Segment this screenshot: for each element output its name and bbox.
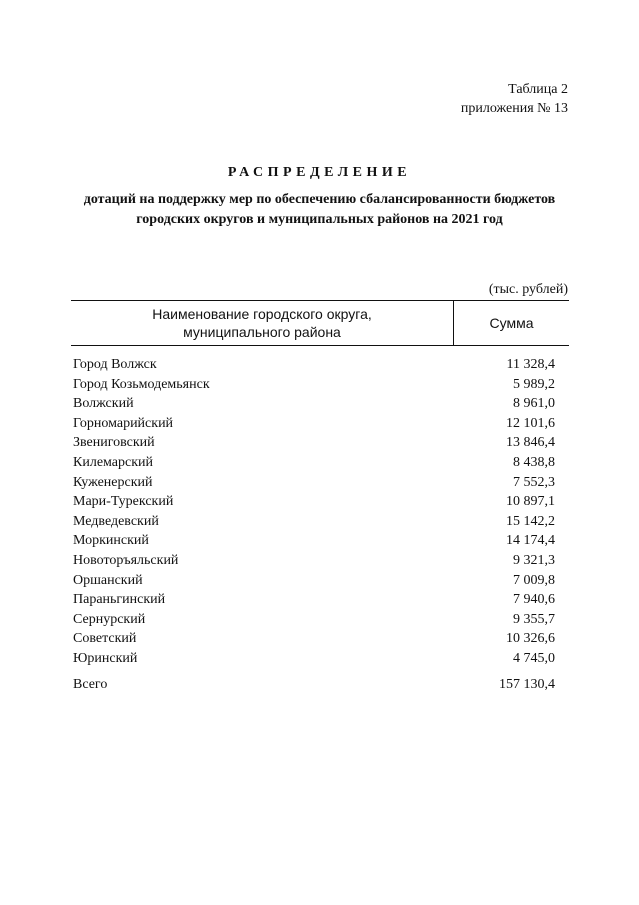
row-name: Город Козьмодемьянск: [73, 376, 210, 392]
row-value: 11 328,4: [506, 357, 555, 372]
row-name: Медведевский: [73, 513, 159, 529]
table-row: [71, 551, 569, 571]
row-value: 12 101,6: [506, 415, 555, 431]
table-row: [71, 375, 569, 395]
table-row: [71, 453, 569, 473]
row-value: 7 009,8: [513, 572, 555, 588]
table-row: [71, 649, 569, 669]
row-name: Горномарийский: [73, 415, 174, 431]
table-row: [71, 610, 569, 630]
appendix-number: приложения № 13: [460, 101, 568, 116]
total-row: [71, 675, 569, 695]
column-header-name-line-2: муниципального района: [183, 324, 341, 340]
table-header: [71, 300, 569, 346]
row-value: 5 989,2: [513, 376, 555, 392]
row-value: 10 897,1: [506, 494, 555, 510]
subtitle-line-2: городских округов и муниципальных районов на 2021 год: [136, 212, 503, 227]
table-row: [71, 433, 569, 453]
table-row: [71, 414, 569, 434]
total-label: Всего: [73, 676, 108, 692]
row-name: Волжский: [73, 396, 134, 412]
row-name: Звениговский: [73, 435, 155, 451]
row-name: Куженерский: [73, 474, 153, 490]
table-row: [71, 571, 569, 591]
subtitle-line-1: дотаций на поддержку мер по обеспечению сбалансированности бюджетов: [83, 192, 556, 207]
row-name: Моркинский: [73, 533, 149, 549]
document-title: РАСПРЕДЕЛЕНИЕ: [227, 165, 412, 180]
table-body: [71, 355, 569, 669]
table-row: [71, 629, 569, 649]
row-value: 14 174,4: [506, 533, 555, 549]
row-value: 9 355,7: [513, 611, 555, 627]
row-name: Сернурский: [73, 611, 146, 627]
row-name: Мари-Турекский: [73, 494, 174, 510]
row-value: 4 745,0: [513, 650, 555, 666]
table-row: [71, 394, 569, 414]
table-row: [71, 473, 569, 493]
row-name: Новоторъяльский: [73, 552, 179, 568]
column-header-name-line-1: Наименование городского округа,: [152, 306, 372, 322]
table-number: Таблица 2: [508, 82, 568, 97]
total-value: 157 130,4: [499, 676, 555, 692]
table-row: [71, 492, 569, 512]
row-value: 13 846,4: [506, 435, 555, 451]
table-row: [71, 531, 569, 551]
units-label: (тыс. рублей): [488, 282, 568, 297]
row-name: Килемарский: [73, 454, 154, 470]
column-header-name: [71, 301, 454, 345]
distribution-table: [71, 300, 569, 694]
table-row: [71, 512, 569, 532]
row-name: Советский: [73, 631, 137, 647]
row-name: Оршанский: [73, 572, 143, 588]
row-value: 7 940,6: [513, 592, 555, 608]
row-value: 15 142,2: [506, 513, 555, 529]
row-value: 10 326,6: [506, 631, 555, 647]
document-header: [461, 80, 568, 118]
row-name: Юринский: [73, 650, 138, 666]
row-name: Город Волжск: [73, 357, 157, 372]
row-value: 8 438,8: [513, 454, 555, 470]
column-header-sum: Сумма: [489, 315, 534, 331]
row-value: 7 552,3: [513, 474, 555, 490]
row-value: 8 961,0: [513, 396, 555, 412]
table-row: [71, 590, 569, 610]
document-subtitle: [60, 190, 579, 230]
table-row: [71, 355, 569, 375]
row-value: 9 321,3: [513, 552, 555, 568]
row-name: Параньгинский: [73, 592, 166, 608]
